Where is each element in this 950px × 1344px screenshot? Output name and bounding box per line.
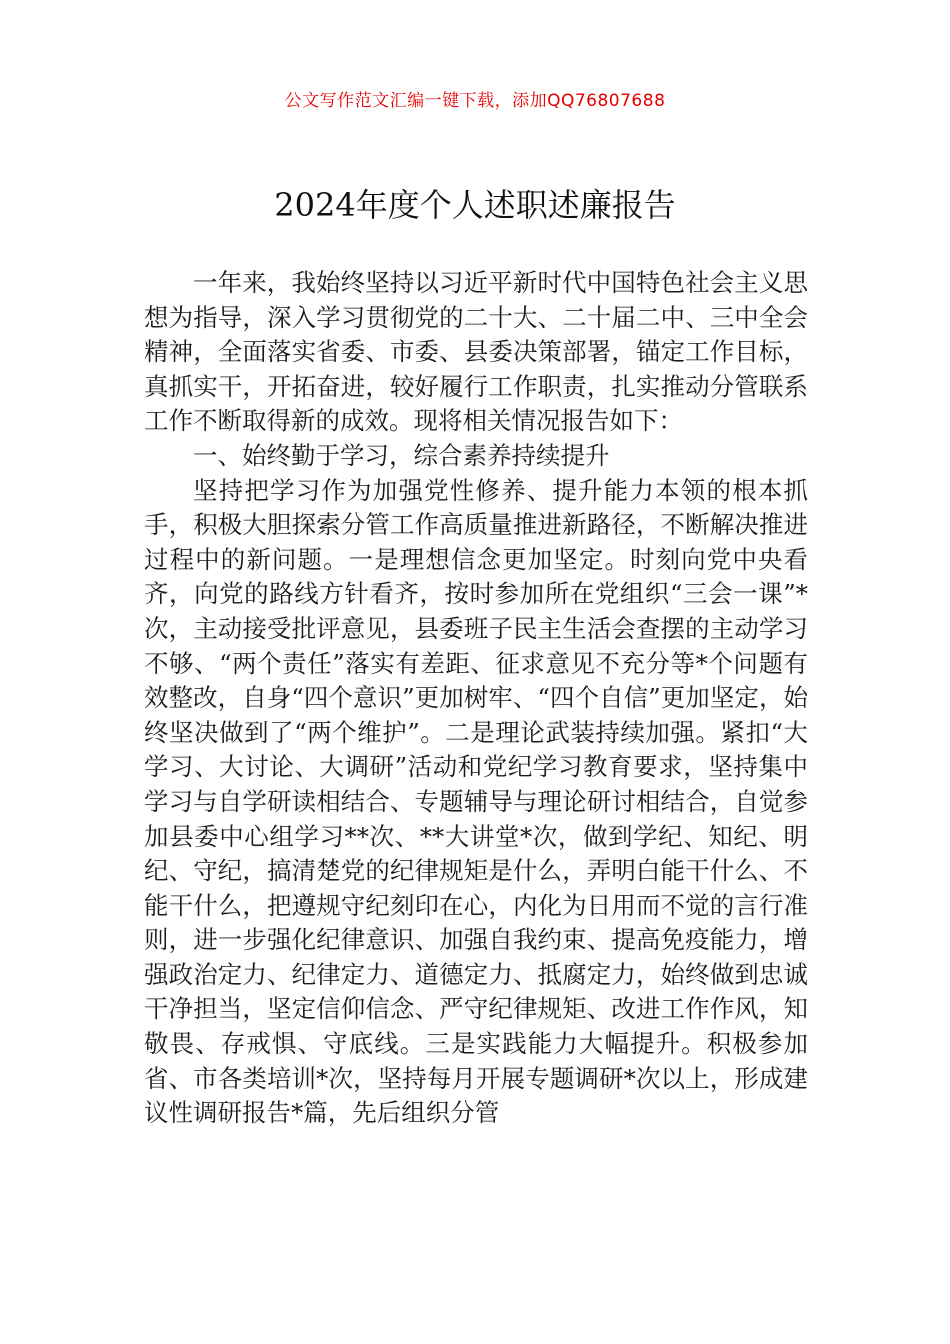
paragraph-intro: 一年来，我始终坚持以习近平新时代中国特色社会主义思想为指导，深入学习贯彻党的二十大、二十届二中、三中全会精神，全面落实省委、市委、县委决策部署，锚定工作目标，真抓实干，开拓奋进，较好履行工作职责，扎实推动分管联系工作不断取得新的成效。现将相关情况报告如下： [144,268,808,436]
section-heading-1: 一、始终勤于学习，综合素养持续提升 [193,440,610,470]
watermark-text: 公文写作范文汇编一键下载，添加QQ76807688 [284,91,666,111]
paragraph-study: 坚持把学习作为加强党性修养、提升能力本领的根本抓手，积极大胆探索分管工作高质量推进新路径，不断解决推进过程中的新问题。一是理想信念更加坚定。时刻向党中央看齐，向党的路线方针看齐，按时参加所在党组织“三会一课”*次，主动接受批评意见，县委班子民主生活会查摆的主动学习不够、“两个责任”落实有差距、征求意见不充分等*个问题有效整改，自身“四个意识”更加树牢、“四个自信”更加坚定，始终坚决做到了“两个维护”。二是理论武装持续加强。紧扣“大学习、大讨论、大调研”活动和党纪学习教育要求，坚持集中学习与自学研读相结合、专题辅导与理论研讨相结合，自觉参加县委中心组学习**次、**大讲堂*次，做到学纪、知纪、明纪、守纪，搞清楚党的纪律规矩是什么，弄明白能干什么、不能干什么，把遵规守纪刻印在心，内化为日用而不觉的言行准则，进一步强化纪律意识、加强自我约束、提高免疫能力，增强政治定力、纪律定力、道德定力、抵腐定力，始终做到忠诚干净担当，坚定信仰信念、严守纪律规矩、改进工作作风，知敬畏、存戒惧、守底线。三是实践能力大幅提升。积极参加省、市各类培训*次，坚持每月开展专题调研*次以上，形成建议性调研报告*篇，先后组织分管 [144,475,808,1128]
document-body [144,266,808,1131]
document-title: 2024年度个人述职述廉报告 [274,186,676,224]
